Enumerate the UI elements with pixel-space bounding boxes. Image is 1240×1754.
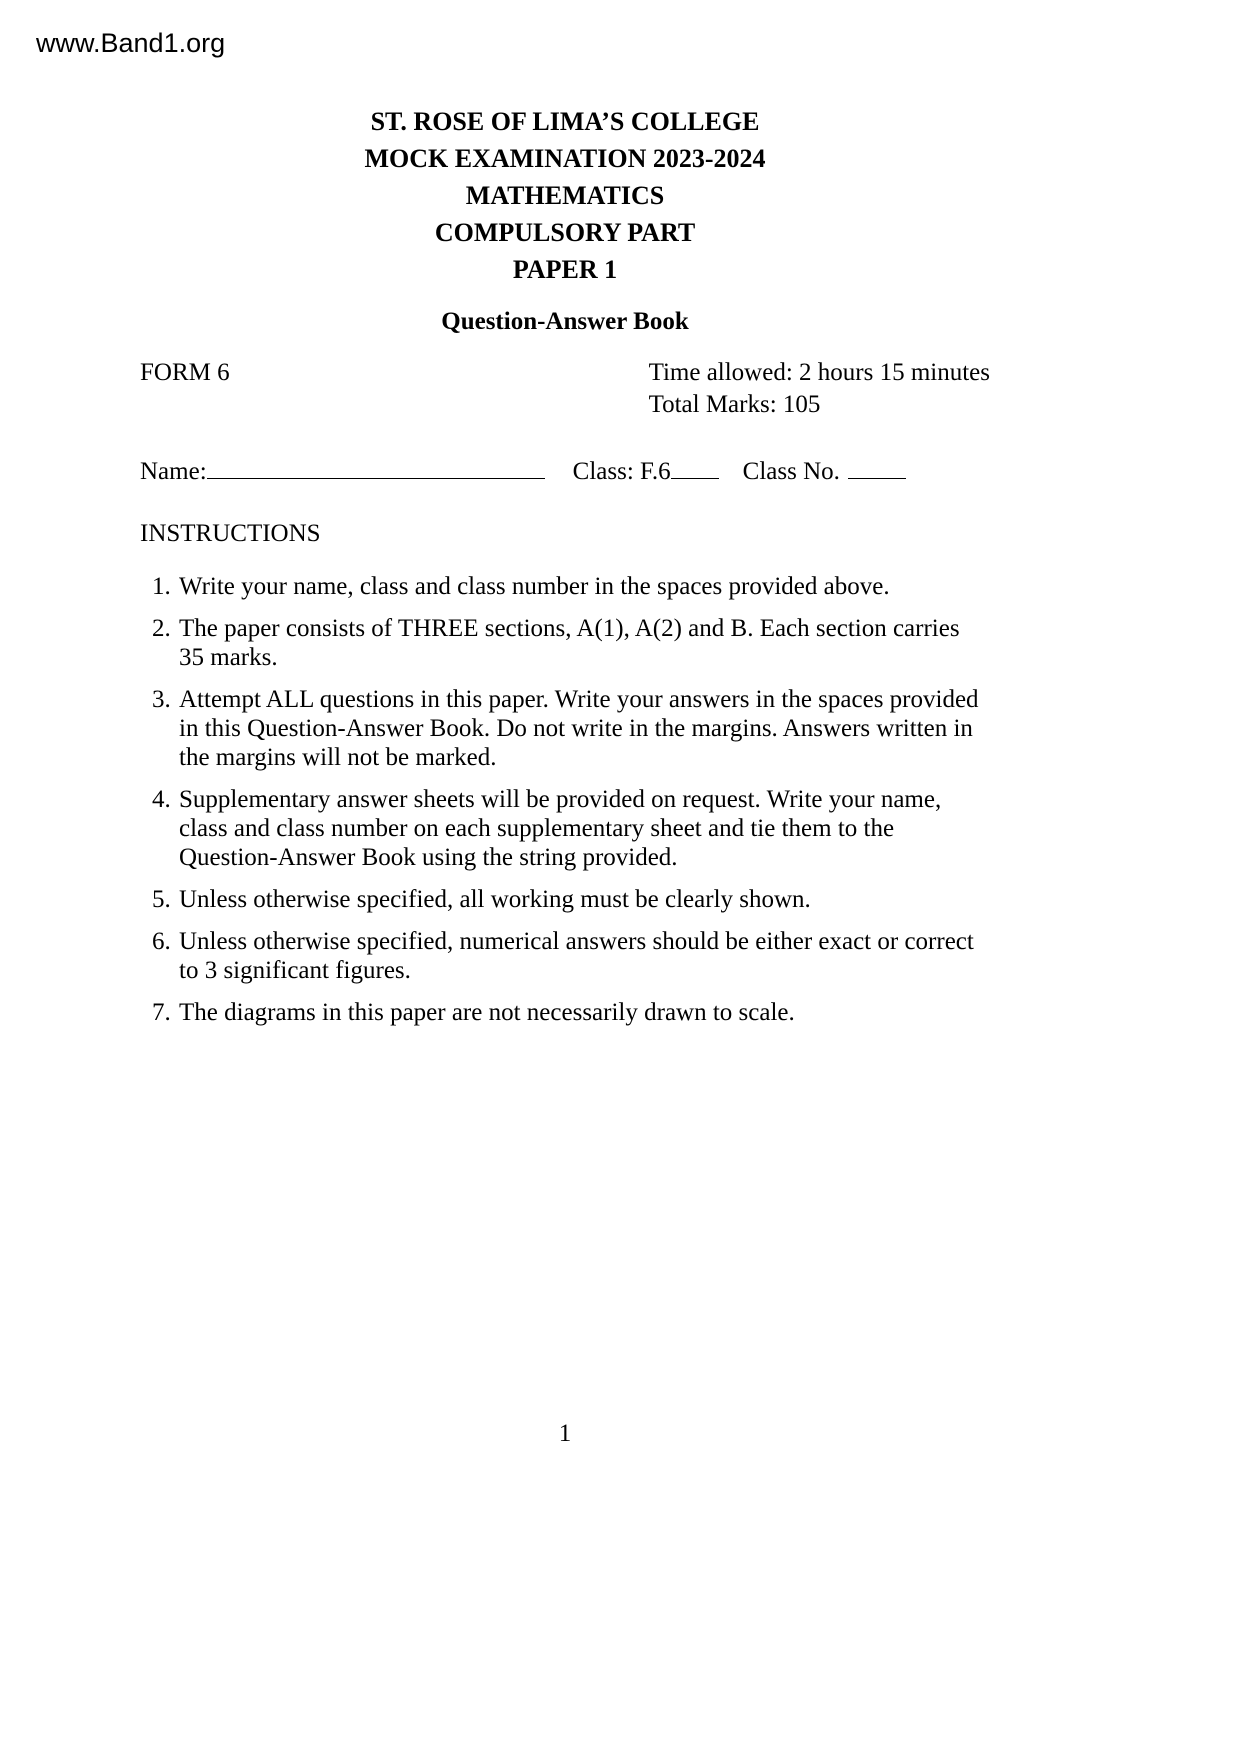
- instruction-item-3: 3. Attempt ALL questions in this paper. Write your answers in the spaces provided in this Question-Answer Book. Do not write in the margins. Answers written in the margins will not be marked.: [177, 685, 990, 772]
- name-blank-line: [207, 453, 545, 479]
- instructions-list: [140, 572, 990, 1027]
- instruction-item-2: 2. The paper consists of THREE sections, A(1), A(2) and B. Each section carries 35 marks.: [177, 614, 990, 672]
- student-fields: [140, 453, 990, 488]
- part-name: COMPULSORY PART: [434, 218, 696, 247]
- exam-header: [140, 103, 990, 339]
- instructions-title: INSTRUCTIONS: [140, 520, 321, 548]
- class-no-blank-line: [848, 453, 906, 479]
- class-no-label: Class No.: [742, 458, 840, 486]
- form-label: FORM 6: [140, 359, 230, 386]
- meta-right: [649, 357, 990, 421]
- watermark: www.Band1.org: [36, 28, 226, 58]
- instruction-item-1: 1. Write your name, class and class number in the spaces provided above.: [177, 572, 990, 601]
- instruction-item-7: 7. The diagrams in this paper are not necessarily drawn to scale.: [177, 998, 990, 1027]
- class-label: Class: F.6: [572, 458, 671, 486]
- instruction-item-6: 6. Unless otherwise specified, numerical answers should be either exact or correct to 3 significant figures.: [177, 927, 990, 985]
- name-label: Name:: [140, 458, 207, 486]
- book-title: Question-Answer Book: [441, 308, 689, 335]
- time-allowed: Time allowed: 2 hours 15 minutes: [648, 359, 990, 386]
- subject-name: MATHEMATICS: [465, 181, 665, 210]
- meta-row: [140, 357, 990, 421]
- class-blank-line: [671, 453, 719, 479]
- page-number: 1: [558, 1420, 572, 1447]
- total-marks: Total Marks: 105: [648, 391, 821, 418]
- instruction-item-5: 5. Unless otherwise specified, all working must be clearly shown.: [177, 885, 990, 914]
- school-name: ST. ROSE OF LIMA’S COLLEGE: [370, 107, 760, 136]
- instruction-item-4: 4. Supplementary answer sheets will be provided on request. Write your name, class and class number on each supplementary sheet and tie them to the Question-Answer Book using the string provided.: [177, 785, 990, 872]
- exam-name: MOCK EXAMINATION 2023-2024: [364, 144, 766, 173]
- paper-number: PAPER 1: [512, 255, 618, 284]
